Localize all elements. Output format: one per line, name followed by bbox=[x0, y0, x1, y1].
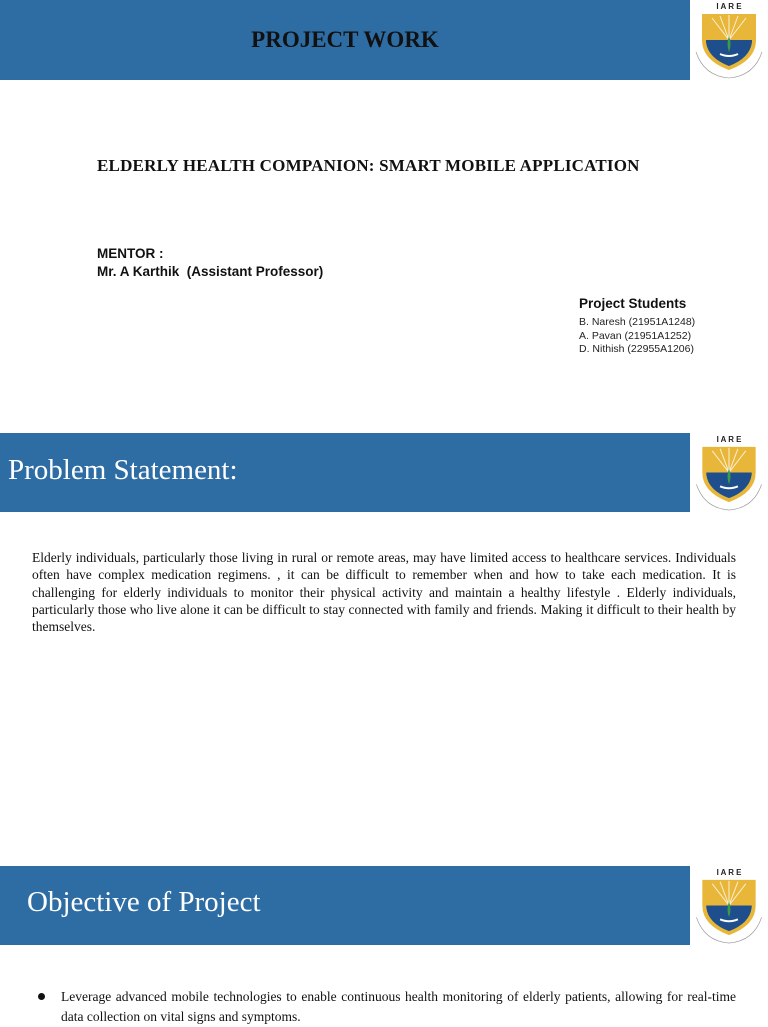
mentor-label: MENTOR : bbox=[97, 246, 164, 261]
project-students bbox=[579, 296, 695, 357]
students-heading: Project Students bbox=[579, 296, 687, 311]
mentor-name: Mr. A Karthik (Assistant Professor) bbox=[97, 264, 324, 279]
logo-text: I A R E bbox=[716, 867, 742, 877]
iare-logo-icon bbox=[690, 0, 768, 80]
student-item: B. Naresh (21951A1248) bbox=[579, 316, 696, 328]
bullet-icon bbox=[38, 993, 45, 1000]
logo-text: I A R E bbox=[716, 434, 742, 444]
list-item bbox=[38, 987, 736, 1027]
student-item: A. Pavan (21951A1252) bbox=[579, 329, 692, 342]
problem-statement-title: Problem Statement: bbox=[8, 454, 238, 486]
iare-logo bbox=[690, 433, 768, 512]
objective-title: Objective of Project bbox=[27, 886, 261, 918]
project-title: ELDERLY HEALTH COMPANION: SMART MOBILE APPLICATION bbox=[97, 156, 640, 175]
iare-logo-icon bbox=[690, 433, 768, 512]
slide1-header-title: PROJECT WORK bbox=[251, 27, 439, 52]
iare-logo bbox=[690, 866, 768, 945]
mentor-block bbox=[97, 245, 323, 281]
objective-list bbox=[38, 987, 736, 1027]
logo-text: I A R E bbox=[716, 2, 742, 11]
problem-statement-body: Elderly individuals, particularly those living in rural or remote areas, may have limited access to healthcare services. Individuals often have complex medication regimens. , it can be difficult to remember when and how to take each medication. It is challenging for elderly individuals to monitor their physical activity and maintain a healthy lifestyle . Elderly individuals, particularly those who live alone it can be difficult to stay connected with family and friends. Making it difficult to their health by themselves. bbox=[32, 550, 736, 635]
student-item: D. Nithish (22955A1206) bbox=[579, 343, 694, 355]
iare-logo bbox=[690, 0, 768, 80]
iare-logo-icon bbox=[690, 866, 768, 945]
objective-text: Leverage advanced mobile technologies to enable continuous health monitoring of elderly patients, allowing for real-time data collection on vital signs and symptoms. bbox=[61, 989, 736, 1024]
